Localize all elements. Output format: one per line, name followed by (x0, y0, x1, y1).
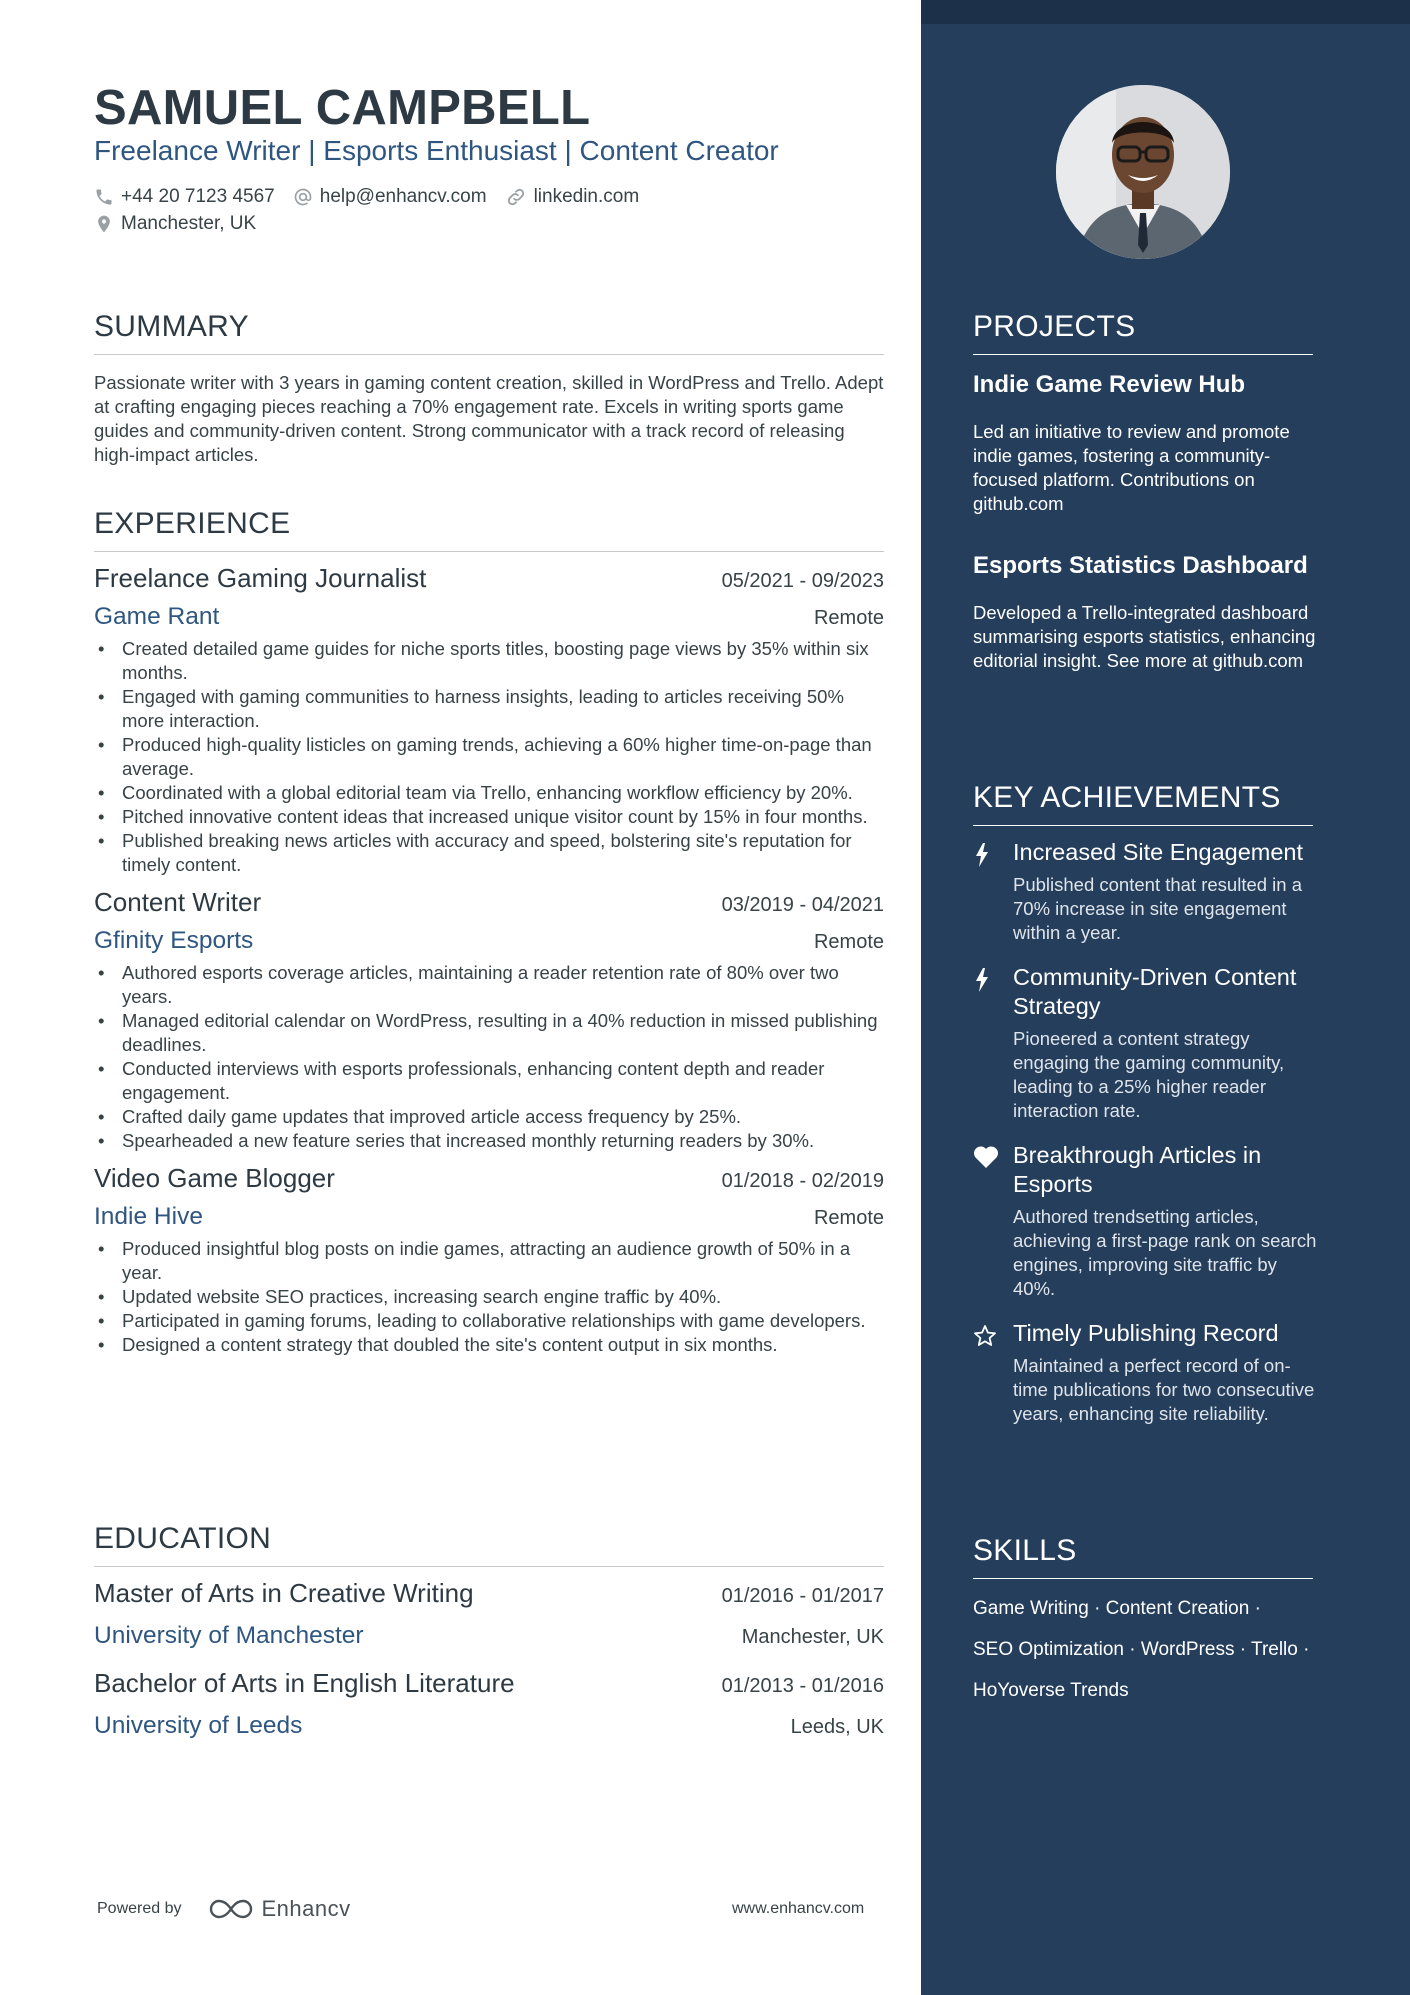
job-dates: 05/2021 - 09/2023 (721, 570, 884, 592)
link-url: linkedin.com (533, 186, 640, 207)
school-location: Manchester, UK (741, 1626, 884, 1648)
powered-by-text: Powered by (97, 1900, 182, 1917)
degree-title: Master of Arts in Creative Writing (94, 1578, 474, 1608)
candidate-tagline: Freelance Writer | Esports Enthusiast | Content Creator (94, 135, 779, 166)
achievement-item (973, 1319, 1318, 1426)
job-bullet: • Produced insightful blog posts on indie games, attracting an audience growth of 50% in a year. (94, 1237, 884, 1285)
job-bullet: • Spearheaded a new feature series that increased monthly returning readers by 30%. (94, 1129, 884, 1153)
skills-line: HoYoverse Trends (973, 1680, 1129, 1701)
job-bullet: • Engaged with gaming communities to harness insights, leading to articles receiving 50% more interaction. (94, 685, 884, 733)
job-bullet: • Updated website SEO practices, increasing search engine traffic by 40%. (94, 1285, 884, 1309)
at-icon (293, 187, 313, 207)
education-entry (94, 1578, 884, 1654)
education-list (94, 1578, 884, 1758)
job-bullet: • Created detailed game guides for niche sports titles, boosting page views by 35% within six months. (94, 637, 884, 685)
achievement-title: Community-Driven Content Strategy (1013, 964, 1297, 1019)
job-dates: 03/2019 - 04/2021 (721, 894, 884, 916)
school-name: University of Manchester (94, 1622, 364, 1649)
link-icon (505, 186, 527, 208)
job-bullet: • Conducted interviews with esports professionals, enhancing content depth and reader engagement. (94, 1057, 884, 1105)
bolt-icon (973, 843, 991, 867)
project-description: Led an initiative to review and promote indie games, fostering a community-focused platform. Contributions on github.com (973, 421, 1290, 514)
achievement-item (973, 838, 1318, 945)
job-company: Indie Hive (94, 1203, 203, 1230)
experience-heading: EXPERIENCE (94, 507, 884, 552)
star-icon (973, 1324, 997, 1348)
phone-icon (94, 187, 114, 207)
education-dates: 01/2016 - 01/2017 (721, 1585, 884, 1607)
projects-heading: PROJECTS (973, 310, 1313, 355)
brand-name: Enhancv (261, 1896, 351, 1921)
job-role: Video Game Blogger (94, 1163, 335, 1193)
job-bullet: • Coordinated with a global editorial team via Trello, enhancing workflow efficiency by 20%. (94, 781, 884, 805)
education-dates: 01/2013 - 01/2016 (721, 1675, 884, 1697)
achievement-title: Timely Publishing Record (1013, 1320, 1279, 1346)
location-pin-icon (94, 214, 114, 234)
avatar (1056, 85, 1230, 259)
project-title: Indie Game Review Hub (973, 371, 1246, 398)
achievement-description: Maintained a perfect record of on-time publications for two consecutive years, enhancing site reliability. (1013, 1355, 1315, 1424)
infinity-logo-icon (208, 1897, 254, 1921)
link-contact[interactable] (505, 186, 640, 208)
profile-photo (1056, 85, 1230, 259)
school-name: University of Leeds (94, 1712, 303, 1739)
sidebar (921, 0, 1410, 1995)
project-item (973, 370, 1318, 516)
achievement-description: Published content that resulted in a 70% increase in site engagement within a year. (1013, 874, 1302, 943)
footer-branding (97, 1896, 351, 1922)
job-dates: 01/2018 - 02/2019 (721, 1170, 884, 1192)
achievement-item (973, 963, 1318, 1123)
achievement-title: Increased Site Engagement (1013, 839, 1304, 865)
job-entry (94, 1163, 884, 1357)
candidate-name: SAMUEL CAMPBELL (94, 81, 591, 135)
location-text: Manchester, UK (121, 213, 257, 234)
job-entry (94, 563, 884, 877)
job-company: Gfinity Esports (94, 927, 254, 954)
job-location: Remote (813, 931, 884, 953)
phone-contact[interactable] (94, 186, 275, 208)
skills-heading: SKILLS (973, 1534, 1313, 1579)
achievement-title: Breakthrough Articles in Esports (1013, 1142, 1262, 1197)
job-location: Remote (813, 607, 884, 629)
job-bullet: • Managed editorial calendar on WordPress, resulting in a 40% reduction in missed publishing deadlines. (94, 1009, 884, 1057)
achievements-heading: KEY ACHIEVEMENTS (973, 781, 1313, 826)
skills-list (973, 1588, 1323, 1711)
summary-heading: SUMMARY (94, 310, 884, 355)
summary-text: Passionate writer with 3 years in gaming content creation, skilled in WordPress and Trello. Adept at crafting engaging pieces reaching a 70% engagement rate. Excels in writing sports game guides and community-driven content. Strong communicator with a track record of releasing high-impact articles. (94, 372, 884, 465)
job-entry (94, 887, 884, 1153)
education-entry (94, 1668, 884, 1744)
job-bullet: • Pitched innovative content ideas that increased unique visitor count by 15% in four months. (94, 805, 884, 829)
sidebar-top-strip (921, 0, 1410, 24)
project-title: Esports Statistics Dashboard (973, 552, 1308, 579)
job-bullets (94, 961, 884, 1153)
enhancv-logo[interactable] (208, 1896, 351, 1922)
achievements-list (973, 838, 1318, 1444)
job-role: Content Writer (94, 887, 262, 917)
achievement-description: Authored trendsetting articles, achieving a first-page rank on search engines, improving site traffic by 40%. (1013, 1206, 1317, 1299)
experience-list (94, 563, 884, 1367)
job-company: Game Rant (94, 603, 220, 630)
job-bullets (94, 637, 884, 877)
achievement-item (973, 1141, 1318, 1301)
job-bullet: • Authored esports coverage articles, maintaining a reader retention rate of 80% over two years. (94, 961, 884, 1009)
bolt-icon (973, 968, 991, 992)
job-bullet: • Produced high-quality listicles on gaming trends, achieving a 60% higher time-on-page than average. (94, 733, 884, 781)
achievement-description: Pioneered a content strategy engaging the gaming community, leading to a 25% higher reader interaction rate. (1013, 1028, 1285, 1121)
job-bullet: • Designed a content strategy that doubled the site's content output in six months. (94, 1333, 884, 1357)
heart-icon (973, 1146, 999, 1168)
job-bullet: • Crafted daily game updates that improved article access frequency by 25%. (94, 1105, 884, 1129)
phone-number: +44 20 7123 4567 (121, 186, 275, 207)
job-location: Remote (813, 1207, 884, 1229)
skills-line: SEO Optimization · WordPress · Trello · (973, 1639, 1310, 1660)
contact-info (94, 184, 657, 238)
school-location: Leeds, UK (790, 1716, 884, 1738)
job-bullet: • Published breaking news articles with accuracy and speed, bolstering site's reputation for timely content. (94, 829, 884, 877)
job-bullet: • Participated in gaming forums, leading to collaborative relationships with game developers. (94, 1309, 884, 1333)
email-address: help@enhancv.com (319, 186, 487, 207)
degree-title: Bachelor of Arts in English Literature (94, 1668, 515, 1698)
project-item (973, 551, 1318, 673)
location-contact (94, 213, 256, 235)
footer-url[interactable]: www.enhancv.com (732, 1900, 865, 1917)
job-role: Freelance Gaming Journalist (94, 563, 427, 593)
job-bullets (94, 1237, 884, 1357)
email-contact[interactable] (293, 186, 487, 208)
education-heading: EDUCATION (94, 1522, 884, 1567)
project-description: Developed a Trello-integrated dashboard summarising esports statistics, enhancing editorial insight. See more at github.com (973, 602, 1316, 671)
skills-line: Game Writing · Content Creation · (973, 1598, 1261, 1619)
